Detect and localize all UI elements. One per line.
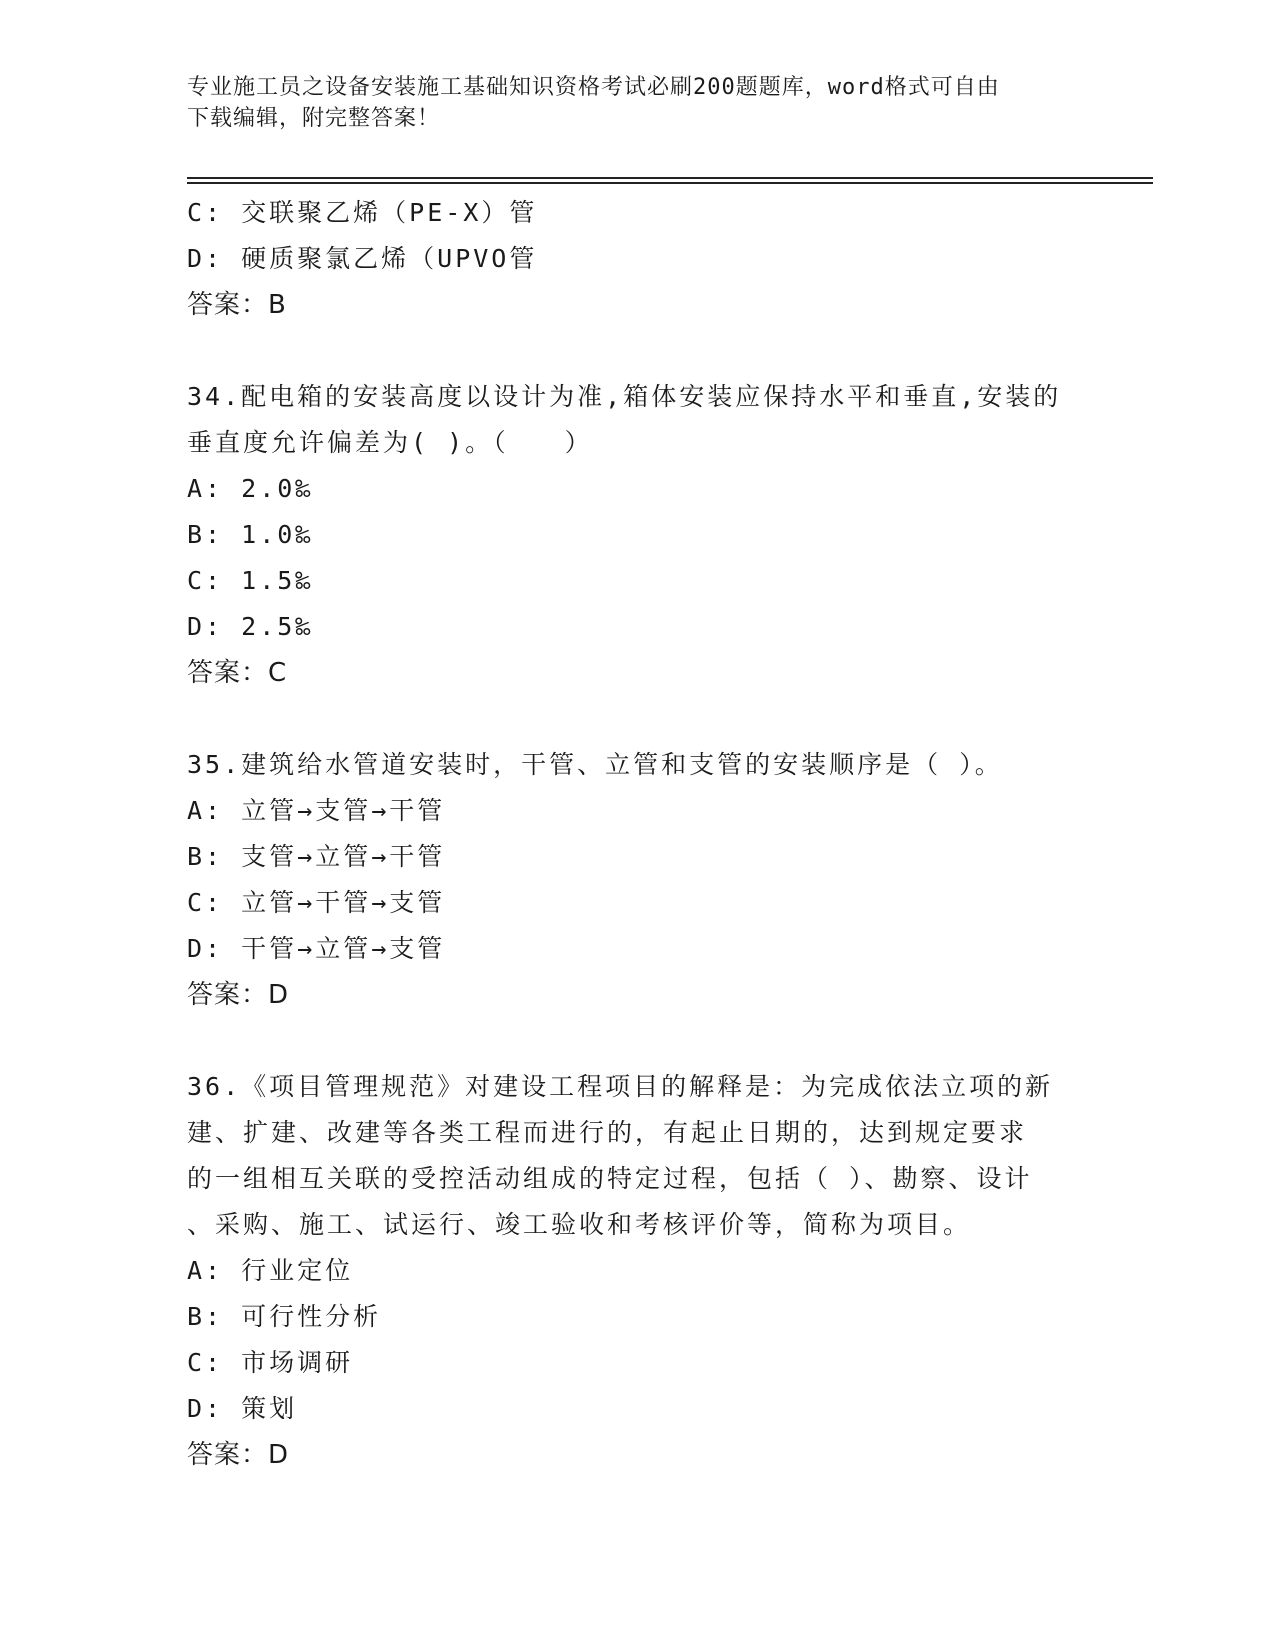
question-stem-line: 垂直度允许偏差为( )。（ ） [187, 428, 593, 457]
header-divider-bottom [187, 182, 1153, 184]
option-d: D: 策划 [187, 1394, 298, 1423]
question-35 [187, 742, 1087, 1018]
answer-label: 答案：D [187, 1440, 290, 1470]
spacer [187, 696, 1087, 742]
header-note-line-2: 下载编辑，附完整答案！ [187, 106, 441, 131]
question-stem-line: 36.《项目管理规范》对建设工程项目的解释是：为完成依法立项的新 [187, 1072, 1054, 1101]
question-33-tail [187, 190, 1087, 328]
option-b: B: 1.0‰ [187, 520, 314, 549]
question-stem-line: 35.建筑给水管道安装时，干管、立管和支管的安装顺序是（ ）。 [187, 750, 1003, 779]
option-d: D: 硬质聚氯乙烯（UPVO管 [187, 244, 538, 273]
question-stem-line: 34.配电箱的安装高度以设计为准,箱体安装应保持水平和垂直,安装的 [187, 382, 1062, 411]
option-b: B: 可行性分析 [187, 1302, 382, 1331]
answer-label: 答案：B [187, 290, 287, 320]
option-a: A: 立管→支管→干管 [187, 796, 446, 825]
answer-label: 答案：D [187, 980, 290, 1010]
question-stem-line: 建、扩建、改建等各类工程而进行的，有起止日期的，达到规定要求 [187, 1118, 1028, 1147]
question-stem-line: 、采购、施工、试运行、竣工验收和考核评价等，简称为项目。 [187, 1210, 972, 1239]
option-b: B: 支管→立管→干管 [187, 842, 446, 871]
question-36 [187, 1064, 1087, 1478]
option-d: D: 干管→立管→支管 [187, 934, 446, 963]
question-stem-line: 的一组相互关联的受控活动组成的特定过程，包括（ ）、勘察、设计 [187, 1164, 1033, 1193]
question-34 [187, 374, 1087, 696]
header-note [187, 72, 1087, 134]
answer-label: 答案：C [187, 658, 288, 688]
option-c: C: 立管→干管→支管 [187, 888, 446, 917]
option-c: C: 1.5‰ [187, 566, 314, 595]
question-list [187, 190, 1087, 1478]
option-c: C: 交联聚乙烯（PE-X）管 [187, 198, 538, 227]
spacer [187, 328, 1087, 374]
header-note-line-1: 专业施工员之设备安装施工基础知识资格考试必刷200题题库，word格式可自由 [187, 75, 1000, 100]
spacer [187, 1018, 1087, 1064]
header-divider-top [187, 177, 1153, 179]
option-a: A: 2.0‰ [187, 474, 314, 503]
option-d: D: 2.5‰ [187, 612, 314, 641]
option-a: A: 行业定位 [187, 1256, 354, 1285]
option-c: C: 市场调研 [187, 1348, 354, 1377]
